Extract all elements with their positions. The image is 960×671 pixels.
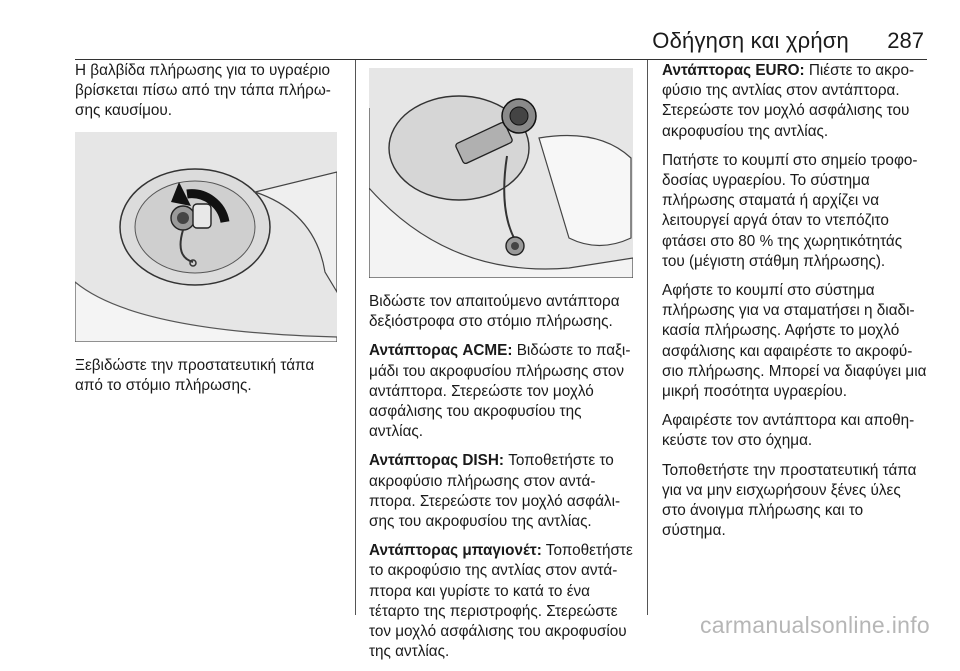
watermark: carmanualsonline.info	[699, 612, 930, 638]
euro-text: Πιέστε το ακροφύσιο της αντλίας στον αντάπτορα. Στερεώστε τον μοχλό ασφάλισης του ακροφυσίου της αντλίας.	[662, 62, 915, 140]
adapter-illustration	[369, 68, 633, 278]
bayonet-label: Αντάπτορας μπαγιονέτ:	[369, 542, 542, 560]
acme-label: Αντάπτορας ACME:	[369, 342, 513, 360]
column-left	[75, 61, 340, 405]
dish-label: Αντάπτορας DISH:	[369, 452, 504, 470]
page-header	[75, 22, 927, 62]
acme-paragraph	[369, 341, 635, 442]
figure-fuel-cap-removal	[75, 132, 337, 342]
figure-adapter-install	[369, 68, 633, 278]
page-number: 287	[887, 28, 924, 53]
bayonet-text: Τοποθετήστε το ακροφύσιο της αντλίας στον αντάπτορα και γυρίστε το κατά το ένα τέταρτο της περιστροφής. Στερεώστε τον μοχλό ασφάλισης του ακροφυσίου της αντλίας.	[369, 542, 633, 661]
column-divider-2	[647, 60, 648, 615]
euro-paragraph	[662, 61, 928, 142]
euro-label: Αντάπτορας EURO:	[662, 62, 805, 79]
refit-cap-paragraph: Τοποθετήστε την προστατευτική τάπα για να μην εισχωρήσουν ξένες ύλες στο άνοιγμα πλήρωσης και το σύστημα.	[662, 461, 917, 540]
header-divider	[75, 59, 927, 60]
column-right	[662, 61, 928, 550]
intro-paragraph: Η βαλβίδα πλήρωσης για το υγραέριο βρίσκεται πίσω από την τάπα πλήρωσης καυσίμου.	[75, 62, 331, 120]
fuel-flap-illustration	[75, 132, 337, 342]
dish-paragraph	[369, 451, 635, 532]
remove-adapter-paragraph: Αφαιρέστε τον αντάπτορα και αποθηκεύστε τον στο όχημα.	[662, 412, 915, 450]
filling-paragraph: Πατήστε το κουμπί στο σημείο τροφοδοσίας υγραερίου. Το σύστημα πλήρωσης σταματά ή αρχίζει να λειτουργεί αργά όταν το ντεπόζιτο φτάσει στο 80 % της χωρητικότητάς του (μέγιστη στάθμη πλήρωσης).	[662, 151, 918, 270]
bayonet-paragraph	[369, 541, 635, 662]
adapter-intro-paragraph: Βιδώστε τον απαιτούμενο αντάπτορα δεξιόστροφα στο στόμιο πλήρωσης.	[369, 293, 620, 331]
stop-filling-paragraph: Αφήστε το κουμπί στο σύστημα πλήρωσης για να σταματήσει η διαδικασία πλήρωσης. Αφήστε το μοχλό ασφάλισης και αφαιρέστε το ακροφύσιο πλήρωσης. Μπορεί να διαφύγει μια μικρή ποσότητα υγραερίου.	[662, 282, 927, 401]
dish-text: Τοποθετήστε το ακροφύσιο πλήρωσης στον αντάπτορα. Στερεώστε τον μοχλό ασφάλισης του ακροφυσίου της αντλίας.	[369, 452, 621, 531]
column-divider-1	[355, 60, 356, 615]
acme-text: Βιδώστε το παξιμάδι του ακροφυσίου πλήρωσης στον αντάπτορα. Στερεώστε τον μοχλό ασφάλισης του ακροφυσίου της αντλίας.	[369, 342, 631, 441]
column-middle	[369, 61, 635, 671]
figure-caption: Ξεβιδώστε την προστατευτική τάπα από το στόμιο πλήρωσης.	[75, 356, 315, 394]
page-title: Οδήγηση και χρήση	[652, 28, 849, 53]
